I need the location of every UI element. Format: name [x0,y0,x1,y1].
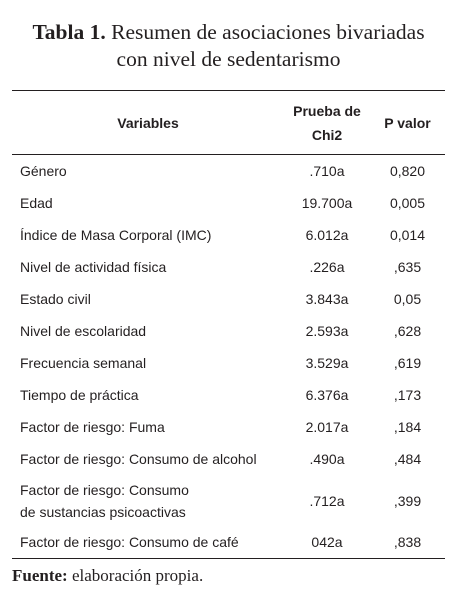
p-value-cell: ,184 [393,418,422,435]
chi2-cell: 2.593a [305,322,349,339]
title-caption-line-1: Resumen de asociaciones bivariadas [111,20,425,44]
p-value-cell: ,399 [393,492,422,509]
variable-cell: Edad [20,194,53,211]
chi2-cell: 042a [284,527,370,559]
header-p-value: P valor [370,91,445,155]
title-line-1 [12,19,445,46]
table-row [12,411,445,443]
p-value-cell: ,838 [370,527,445,559]
table-title [12,19,445,73]
chi2-cell: 6.376a [305,386,349,403]
source-note [12,566,203,586]
table-row [12,379,445,411]
variable-cell: Estado civil [20,290,91,307]
p-value-cell: ,484 [393,450,422,467]
p-value-cell: ,173 [393,386,422,403]
table-row [12,283,445,315]
p-value-cell: ,619 [393,354,422,371]
variable-cell: Nivel de actividad física [20,258,167,275]
table-label: Tabla 1. [32,20,106,44]
table-row [12,155,445,187]
variable-cell: Factor de riesgo: Consumo de sustancias psicoactivas [20,481,189,520]
p-value-cell: ,628 [393,322,422,339]
table-row [12,475,445,527]
p-value-cell: 0,820 [389,162,426,179]
table-row [12,347,445,379]
table-row [12,527,445,559]
chi2-cell: .710a [309,162,345,179]
variable-cell: Nivel de escolaridad [20,322,147,339]
chi2-cell: .490a [309,450,345,467]
table-row [12,251,445,283]
variable-cell: Factor de riesgo: Fuma [20,418,165,435]
header-variables: Variables [12,91,284,155]
results-table [12,90,445,559]
p-value-cell: 0,005 [389,194,426,211]
header-row [12,91,445,155]
table-row [12,187,445,219]
chi2-cell: .226a [309,258,345,275]
chi2-cell: 2.017a [305,418,349,435]
p-value-cell: 0,05 [393,290,422,307]
title-caption-line-2: con nivel de sedentarismo [116,47,341,71]
variable-cell: Tiempo de práctica [20,386,139,403]
p-value-cell: ,635 [393,258,422,275]
variable-cell: Factor de riesgo: Consumo de alcohol [20,450,257,467]
variable-cell: Género [20,162,67,179]
chi2-cell: 19.700a [301,194,353,211]
source-text: elaboración propia. [71,566,204,585]
variable-cell: Frecuencia semanal [20,354,147,371]
chi2-cell: 3.529a [305,354,349,371]
source-label: Fuente: [12,566,68,585]
header-chi2: Prueba de Chi2 [284,91,370,155]
table-row [12,219,445,251]
chi2-cell: .712a [309,492,345,509]
table-row [12,315,445,347]
table-row [12,443,445,475]
variable-cell: Índice de Masa Corporal (IMC) [20,226,212,243]
p-value-cell: 0,014 [389,226,426,243]
chi2-cell: 6.012a [305,226,349,243]
chi2-cell: 3.843a [305,290,349,307]
variable-cell: Factor de riesgo: Consumo de café [12,527,284,559]
